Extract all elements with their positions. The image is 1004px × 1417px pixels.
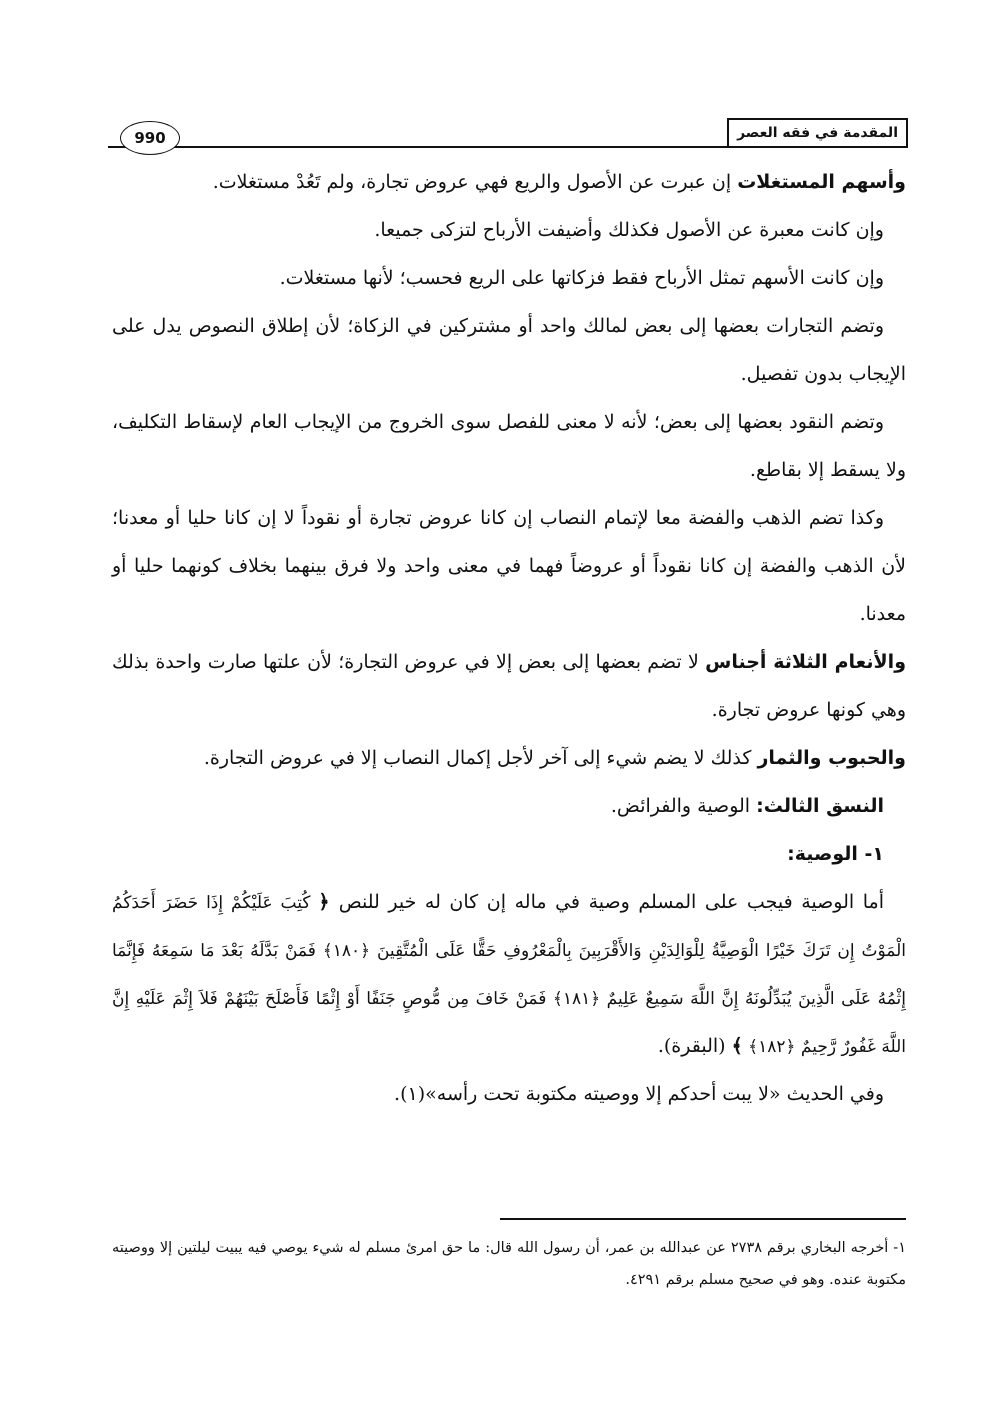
footnote-rule xyxy=(500,1218,906,1220)
book-title: المقدمة في فقه العصر xyxy=(727,118,908,146)
term-grains: والحبوب والثمار xyxy=(757,747,906,769)
paragraph-stocks: وأسهم المستغلات إن عبرت عن الأصول والريع فهي عروض تجارة، ولم تَعُدْ مستغلات. xyxy=(212,171,906,193)
quran-verse: كُتِبَ عَلَيْكُمْ إِذَا حَضَرَ أَحَدَكُمُ الْمَوْتُ إِن تَرَكَ خَيْرًا الْوَصِيَّةُ لِلْوَالِدَيْنِ وَالأَقْرَبِينَ بِالْمَعْرُوفِ حَقًّا عَلَى الْمُتَّقِينَ ﴿١٨٠﴾ فَمَنْ بَدَّلَهُ بَعْدَ مَا سَمِعَهُ فَإِنَّمَا إِثْمُهُ عَلَى الَّذِينَ يُبَدِّلُونَهُ إِنَّ اللَّهَ سَمِيعٌ عَلِيمٌ ﴿١٨١﴾ فَمَنْ خَافَ مِن مُّوصٍ جَنَفًا أَوْ إِثْمًا فَأَصْلَحَ بَيْنَهُمْ فَلاَ إِثْمَ عَلَيْهِ إِنَّ اللَّهَ غَفُورٌ رَّحِيمٌ ﴿١٨٢﴾ xyxy=(112,893,906,1057)
subheading-will: ١- الوصية: xyxy=(787,843,884,865)
paragraph-will: أما الوصية فيجب على المسلم وصية في ماله إن كان له خير للنص ﴿ كُتِبَ عَلَيْكُمْ إِذَا حَضَرَ أَحَدَكُمُ الْمَوْتُ إِن تَرَكَ خَيْرًا الْوَصِيَّةُ لِلْوَالِدَيْنِ وَالأَقْرَبِينَ بِالْمَعْرُوفِ حَقًّا عَلَى الْمُتَّقِينَ ﴿١٨٠﴾ فَمَنْ بَدَّلَهُ بَعْدَ مَا سَمِعَهُ فَإِنَّمَا إِثْمُهُ عَلَى الَّذِينَ يُبَدِّلُونَهُ إِنَّ اللَّهَ سَمِيعٌ عَلِيمٌ ﴿١٨١﴾ فَمَنْ خَافَ مِن مُّوصٍ جَنَفًا أَوْ إِثْمًا فَأَصْلَحَ بَيْنَهُمْ فَلاَ إِثْمَ عَلَيْهِ إِنَّ اللَّهَ غَفُورٌ رَّحِيمٌ ﴿١٨٢﴾ ﴾ (البقرة). xyxy=(112,891,906,1057)
section-title: النسق الثالث: الوصية والفرائض. xyxy=(610,795,884,817)
paragraph-assets: وإن كانت معبرة عن الأصول فكذلك وأضيفت الأرباح لتزكى جميعا. xyxy=(374,219,884,241)
paragraph-hadith: وفي الحديث «لا يبت أحدكم إلا ووصيته مكتوبة تحت رأسه»(١). xyxy=(394,1083,884,1105)
paragraph-grains: والحبوب والثمار كذلك لا يضم شيء إلى آخر لأجل إكمال النصاب إلا في عروض التجارة. xyxy=(203,747,906,769)
paragraph-profits: وإن كانت الأسهم تمثل الأرباح فقط فزكاتها على الريع فحسب؛ لأنها مستغلات. xyxy=(279,267,884,289)
main-text xyxy=(112,158,906,1118)
quran-close-bracket: ﴾ xyxy=(731,1035,743,1057)
paragraph-livestock: والأنعام الثلاثة أجناس لا تضم بعضها إلى بعض إلا في عروض التجارة؛ لأن علتها صارت واحدة بذلك وهي كونها عروض تجارة. xyxy=(112,651,906,721)
paragraph-gold-silver: وكذا تضم الذهب والفضة معا لإتمام النصاب إن كانا عروض تجارة أو نقوداً لا إن كانا حليا أو معدنا؛ لأن الذهب والفضة إن كانا نقوداً أو عروضاً فهما في معنى واحد ولا فرق بينهما بخلاف كونهما حليا أو معدنا. xyxy=(112,507,906,625)
quran-open-bracket: ﴿ xyxy=(318,891,339,913)
page-number: 990 xyxy=(120,121,180,155)
term-livestock: والأنعام الثلاثة أجناس xyxy=(705,651,906,673)
footnote-1: ١- أخرجه البخاري برقم ٢٧٣٨ عن عبدالله بن عمر، أن رسول الله قال: ما حق امرئ مسلم له شيء يوصي فيه يبيت ليلتين إلا ووصيته مكتوبة عنده. وهو في صحيح مسلم برقم ٤٢٩١. xyxy=(112,1240,906,1288)
term-stocks: وأسهم المستغلات xyxy=(737,171,906,193)
page-header xyxy=(108,118,908,148)
quran-source: (البقرة). xyxy=(657,1035,732,1057)
paragraph-trades: وتضم التجارات بعضها إلى بعض لمالك واحد أو مشتركين في الزكاة؛ لأن إطلاق النصوص يدل على الإيجاب بدون تفصيل. xyxy=(112,315,906,385)
footnotes xyxy=(112,1232,906,1296)
paragraph-money: وتضم النقود بعضها إلى بعض؛ لأنه لا معنى للفصل سوى الخروج من الإيجاب العام لإسقاط التكليف، ولا يسقط إلا بقاطع. xyxy=(112,411,906,481)
header-rule xyxy=(108,146,908,148)
